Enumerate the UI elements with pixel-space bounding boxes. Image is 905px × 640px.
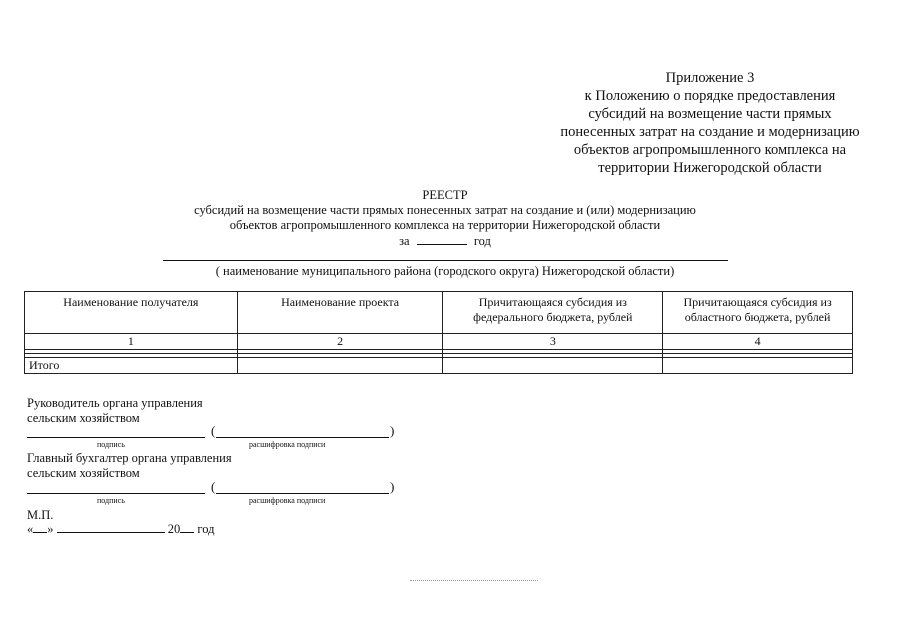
accountant-signature-line[interactable] xyxy=(27,493,205,494)
district-name-line[interactable] xyxy=(163,260,728,261)
year-blank[interactable] xyxy=(417,233,467,245)
table-cell[interactable] xyxy=(443,358,663,374)
table-number-row xyxy=(25,334,853,350)
head-decode-line[interactable] xyxy=(216,437,389,438)
accountant-open-paren: ( xyxy=(211,479,216,494)
appendix-line: субсидий на возмещение части прямых xyxy=(588,106,832,122)
head-signature-line[interactable] xyxy=(27,437,205,438)
date-year-blank[interactable] xyxy=(180,521,194,533)
year-prefix: за xyxy=(399,234,410,248)
table-header-row xyxy=(25,292,853,334)
date-century: 20 xyxy=(167,522,181,536)
header-recipient: Наименование получателя xyxy=(25,292,238,334)
stamp-label: М.П. xyxy=(27,508,54,522)
head-title xyxy=(27,396,203,426)
header-regional-subsidy: Причитающаяся субсидия из областного бюджета, рублей xyxy=(663,292,853,334)
head-decode-caption: расшифровка подписи xyxy=(249,440,326,449)
appendix-line: к Положению о порядке предоставления xyxy=(584,88,836,104)
header-federal-subsidy: Причитающаяся субсидия из федерального бюджета, рублей xyxy=(443,292,663,334)
district-caption: ( наименование муниципального района (городского округа) Нижегородской области) xyxy=(215,264,675,278)
accountant-title-line1: Главный бухгалтер органа управления xyxy=(27,451,232,465)
header-project: Наименование проекта xyxy=(237,292,443,334)
head-close-paren: ) xyxy=(390,423,395,438)
registry-table xyxy=(24,291,853,374)
column-number: 1 xyxy=(25,334,238,350)
accountant-title xyxy=(27,451,232,481)
date-day-blank[interactable] xyxy=(33,521,47,533)
register-title-block xyxy=(130,188,760,249)
register-year-line xyxy=(130,233,760,249)
date-open-quote: « xyxy=(27,522,34,536)
appendix-line: территории Нижегородской области xyxy=(598,160,822,176)
head-title-line2: сельским хозяйством xyxy=(27,411,140,425)
appendix-title: Приложение 3 xyxy=(665,70,755,86)
accountant-close-paren: ) xyxy=(390,479,395,494)
accountant-sign-caption: подпись xyxy=(97,496,125,505)
column-number: 2 xyxy=(237,334,443,350)
accountant-decode-caption: расшифровка подписи xyxy=(249,496,326,505)
scan-artifact-line xyxy=(410,580,538,581)
table-total-row xyxy=(25,358,853,374)
appendix-line: понесенных затрат на создание и модернизацию xyxy=(560,124,860,140)
head-sign-caption: подпись xyxy=(97,440,125,449)
register-title: РЕЕСТР xyxy=(422,188,468,202)
date-year-word: год xyxy=(197,522,215,536)
column-number: 4 xyxy=(663,334,853,350)
year-suffix: год xyxy=(473,234,491,248)
appendix-block xyxy=(540,69,880,177)
date-close-quote: » xyxy=(47,522,54,536)
register-subtitle-line1: субсидий на возмещение части прямых понесенных затрат на создание и (или) модернизацию xyxy=(194,203,696,217)
register-subtitle-line2: объектов агропромышленного комплекса на территории Нижегородской области xyxy=(229,218,661,232)
date-month-blank[interactable] xyxy=(57,521,165,533)
column-number: 3 xyxy=(443,334,663,350)
table-cell[interactable] xyxy=(663,358,853,374)
accountant-title-line2: сельским хозяйством xyxy=(27,466,140,480)
head-open-paren: ( xyxy=(211,423,216,438)
date-line xyxy=(27,521,214,537)
head-title-line1: Руководитель органа управления xyxy=(27,396,203,410)
accountant-decode-line[interactable] xyxy=(216,493,389,494)
total-label: Итого xyxy=(25,358,238,374)
table-cell[interactable] xyxy=(237,358,443,374)
appendix-line: объектов агропромышленного комплекса на xyxy=(573,142,847,158)
